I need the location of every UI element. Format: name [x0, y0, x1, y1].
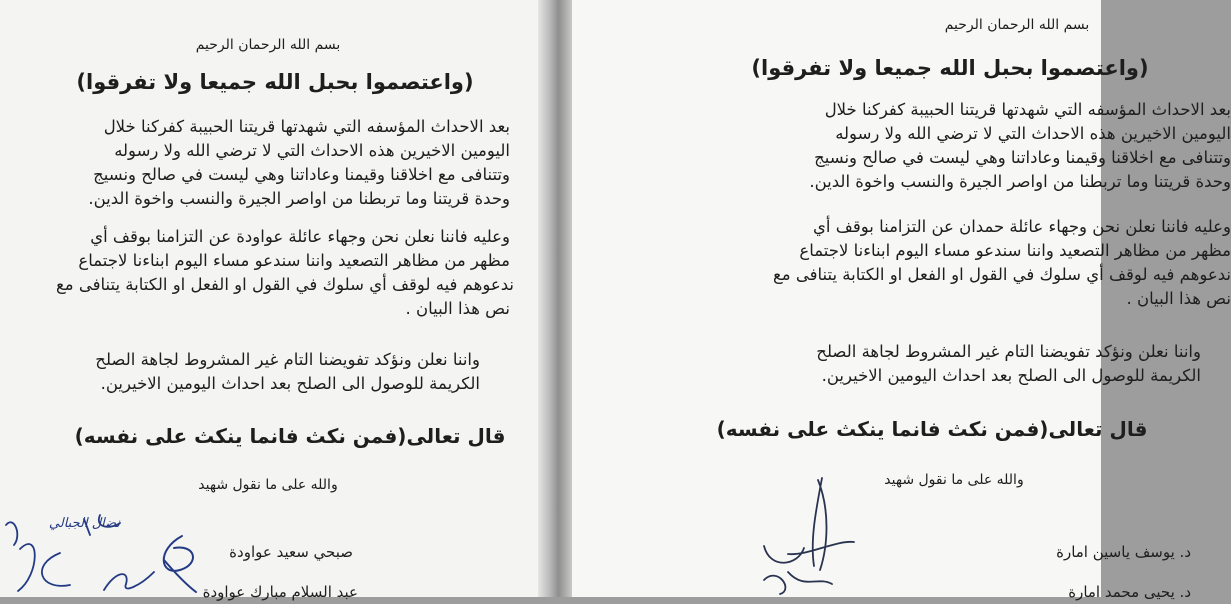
paragraph-2-line: نص هذا البيان . [405, 299, 510, 318]
paragraph-1-line: بعد الاحداث المؤسفه التي شهدتها قريتنا الحبيبة كفركنا خلال [824, 100, 1231, 119]
quran-quote: قال تعالى(فمن نكث فانما ينكث على نفسه) [716, 417, 1148, 441]
signer-name: عبد السلام مبارك عواودة [202, 583, 358, 601]
document-sheet-left [0, 0, 538, 601]
paragraph-3-line: واننا نعلن ونؤكد تفويضنا التام غير المشروط لجاهة الصلح [816, 342, 1201, 361]
paragraph-1-line: اليومين الاخيرين هذه الاحداث التي لا ترضي الله ولا رسوله [114, 141, 510, 160]
document-title: (واعتصموا بحبل الله جميعا ولا تفرقوا) [76, 70, 474, 94]
document-title: (واعتصموا بحبل الله جميعا ولا تفرقوا) [751, 56, 1149, 80]
basmala: بسم الله الرحمان الرحيم [944, 17, 1090, 33]
paragraph-2-line: ندعوهم فيه لوقف أي سلوك في القول او الفعل او الكتابة يتنافى مع [772, 265, 1231, 284]
basmala: بسم الله الرحمان الرحيم [195, 37, 341, 53]
paragraph-3-line: الكريمة للوصول الى الصلح بعد احداث اليومين الاخيرين. [100, 374, 480, 393]
paragraph-1-line: وحدة قريتنا وما تربطنا من اواصر الجيرة والنسب واخوة الدين. [88, 189, 510, 208]
signer-name: د. يوسف ياسين امارة [1056, 543, 1191, 561]
document-sheet-right [572, 0, 1231, 601]
paragraph-3-line: واننا نعلن ونؤكد تفويضنا التام غير المشروط لجاهة الصلح [95, 350, 480, 369]
paragraph-1-line: بعد الاحداث المؤسفه التي شهدتها قريتنا الحبيبة كفركنا خلال [103, 117, 510, 136]
quran-quote: قال تعالى(فمن نكث فانما ينكث على نفسه) [74, 424, 506, 448]
signer-name: د. يحيى محمد امارة [1068, 583, 1191, 601]
paragraph-1-line: وتتنافى مع اخلاقنا وقيمنا وعاداتنا وهي ليست في صالح ونسيج [93, 165, 510, 184]
paragraph-2-line: وعليه فاننا نعلن نحن وجهاء عائلة حمدان عن التزامنا بوقف أي [813, 217, 1231, 236]
closing-line: والله على ما نقول شهيد [198, 477, 338, 493]
page-gutter [538, 0, 572, 597]
paragraph-1-line: اليومين الاخيرين هذه الاحداث التي لا ترضي الله ولا رسوله [835, 124, 1231, 143]
paragraph-3-line: الكريمة للوصول الى الصلح بعد احداث اليومين الاخيرين. [821, 366, 1201, 385]
closing-line: والله على ما نقول شهيد [884, 472, 1024, 488]
paragraph-2-line: ندعوهم فيه لوقف أي سلوك في القول او الفعل او الكتابة يتنافى مع [55, 275, 514, 294]
paragraph-1-line: وتتنافى مع اخلاقنا وقيمنا وعاداتنا وهي ليست في صالح ونسيج [814, 148, 1231, 167]
signature-2 [758, 560, 838, 597]
paragraph-2-line: مظهر من مظاهر التصعيد واننا سندعو مساء اليوم ابناءنا لاجتماع [799, 241, 1231, 260]
paragraph-2-line: نص هذا البيان . [1126, 289, 1231, 308]
paragraph-1-line: وحدة قريتنا وما تربطنا من اواصر الجيرة والنسب واخوة الدين. [809, 172, 1231, 191]
signer-name: صبحي سعيد عواودة [229, 543, 353, 561]
paragraph-2-line: وعليه فاننا نعلن نحن وجهاء عائلة عواودة عن التزامنا بوقف أي [90, 227, 510, 246]
paragraph-2-line: مظهر من مظاهر التصعيد واننا سندعو مساء اليوم ابناءنا لاجتماع [78, 251, 510, 270]
margin-note: نضال الجبالي [48, 516, 120, 531]
